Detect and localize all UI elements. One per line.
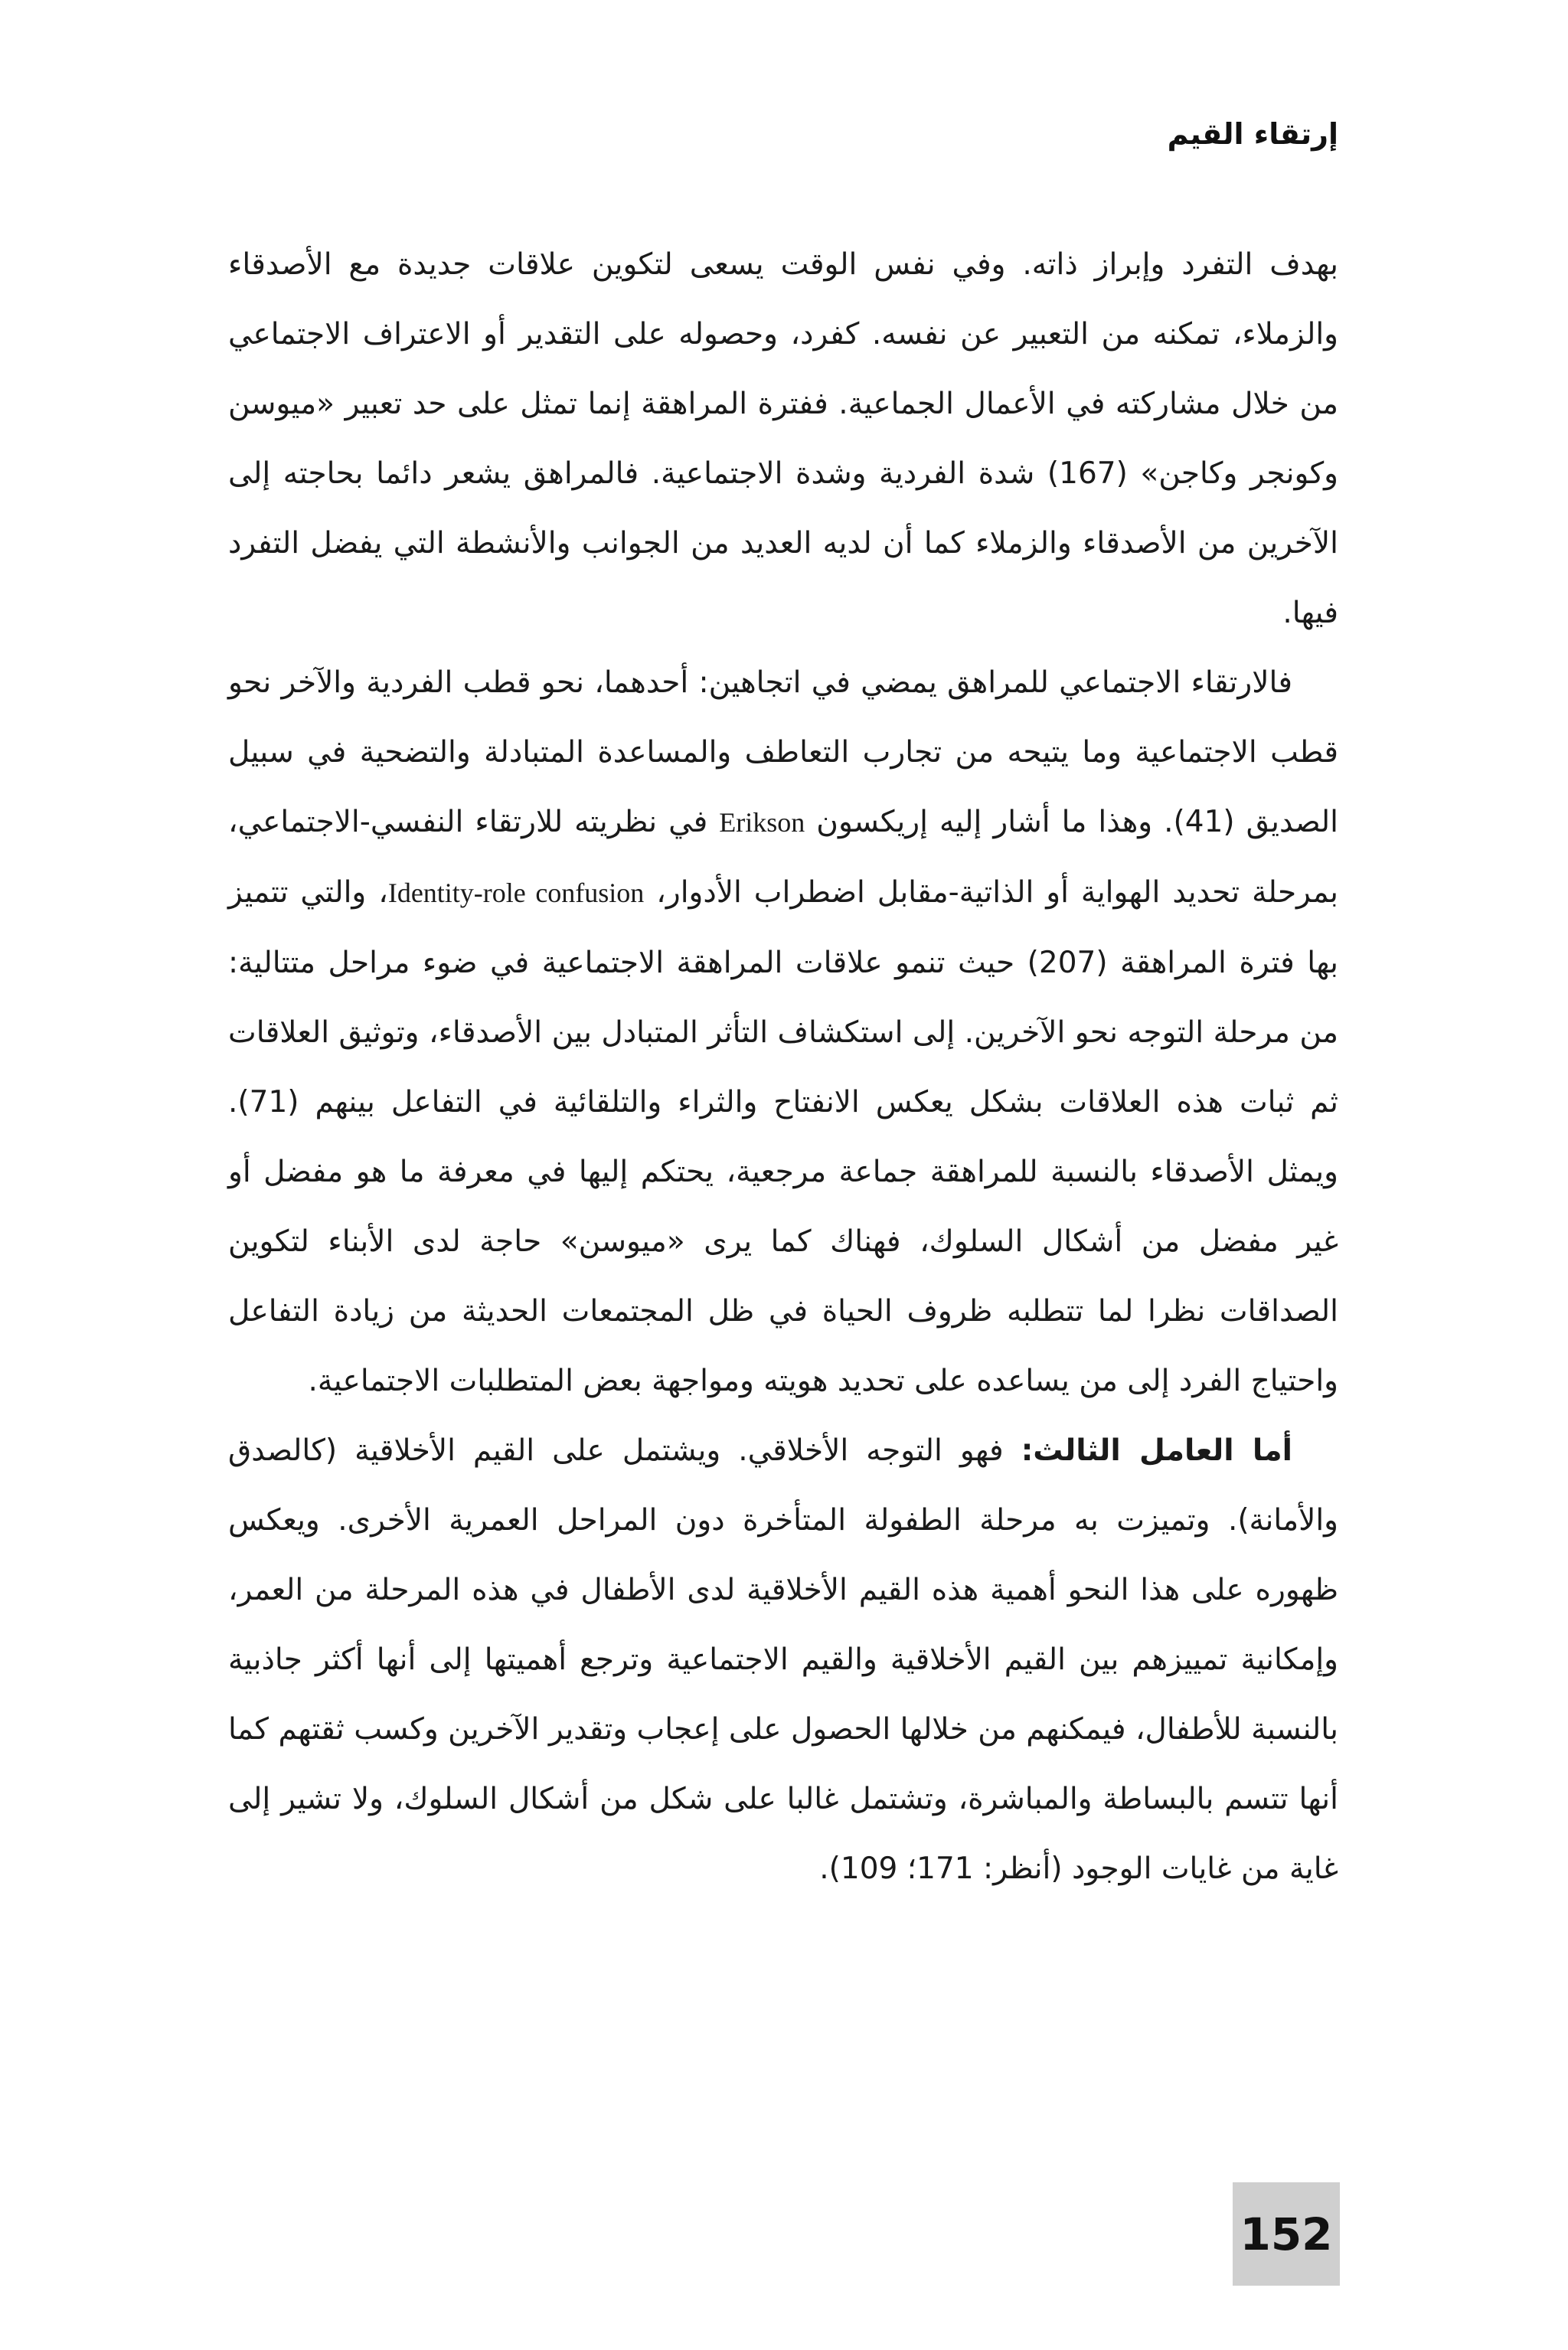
body-text (228, 230, 1338, 1904)
paragraph-1: بهدف التفرد وإبراز ذاته. وفي نفس الوقت يسعى لتكوين علاقات جديدة مع الأصدقاء والزملاء، تمكنه من التعبير عن نفسه. كفرد، وحصوله على التقدير أو الاعتراف الاجتماعي من خلال مشاركته في الأعمال الجماعية. ففترة المراهقة إنما تمثل على حد تعبير «ميوسن وكونجر وكاجن» (167) شدة الفردية وشدة الاجتماعية. فالمراهق يشعر دائما بحاجته إلى الآخرين من الأصدقاء والزملاء كما أن لديه العديد من الجوانب والأنشطة التي يفضل التفرد فيها. (228, 247, 1339, 630)
paragraph-2 (228, 648, 1338, 1416)
paragraph-3-lead: أما العامل الثالث: (1021, 1433, 1293, 1468)
paragraph-3 (228, 1416, 1338, 1904)
paragraph-2-part-b: في نظريته للارتقاء النفسي-الاجتماعي، بمرحلة تحديد الهواية أو الذاتية-مقابل اضطراب الأدوار، (228, 805, 1338, 910)
latin-term-erikson: Erikson (719, 807, 805, 838)
paragraph-2-part-c: ، والتي تتميز بها فترة المراهقة (207) حيث تنمو علاقات المراهقة الاجتماعية في ضوء مراحل متتالية: من مرحلة التوجه نحو الآخرين. إلى استكشاف التأثر المتبادل بين الأصدقاء، وتوثيق العلاقات ثم ثبات هذه العلاقات بشكل يعكس الانفتاح والثراء والتلقائية في التفاعل بينهم (71). ويمثل الأصدقاء بالنسبة للمراهقة جماعة مرجعية، يحتكم إليها في معرفة ما هو مفضل أو غير مفضل من أشكال السلوك، فهناك كما يرى «ميوسن» حاجة لدى الأبناء لتكوين الصداقات نظرا لما تتطلبه ظروف الحياة في ظل المجتمعات الحديثة من زيادة التفاعل واحتياج الفرد إلى من يساعده على تحديد هويته ومواجهة بعض المتطلبات الاجتماعية. (228, 875, 1338, 1398)
paragraph-2-part-a: فالارتقاء الاجتماعي للمراهق يمضي في اتجاهين: أحدهما، نحو قطب الفردية والآخر نحو قطب الاجتماعية وما يتيحه من تجارب التعاطف والمساعدة المتبادلة والتضحية في سبيل الصديق (41). وهذا ما أشار إليه إريكسون (228, 665, 1339, 839)
page-number-box (1233, 2182, 1340, 2286)
latin-term-identity: Identity-role confusion (387, 878, 645, 908)
page-number: 152 (1240, 2208, 1333, 2260)
paragraph-3-body: فهو التوجه الأخلاقي. ويشتمل على القيم الأخلاقية (كالصدق والأمانة). وتميزت به مرحلة الطفولة المتأخرة دون المراحل العمرية الأخرى. ويعكس ظهوره على هذا النحو أهمية هذه القيم الأخلاقية لدى الأطفال في هذه المرحلة من العمر، وإمكانية تمييزهم بين القيم الأخلاقية والقيم الاجتماعية وترجع أهميتها إلى أنها أكثر جاذبية بالنسبة للأطفال، فيمكنهم من خلالها الحصول على إعجاب وتقدير الآخرين وكسب ثقتهم كما أنها تتسم بالبساطة والمباشرة، وتشتمل غالبا على شكل من أشكال السلوك، ولا تشير إلى غاية من غايات الوجود (أنظر: 171؛ 109). (228, 1433, 1338, 1886)
running-header: إرتقاء القيم (1167, 117, 1338, 151)
